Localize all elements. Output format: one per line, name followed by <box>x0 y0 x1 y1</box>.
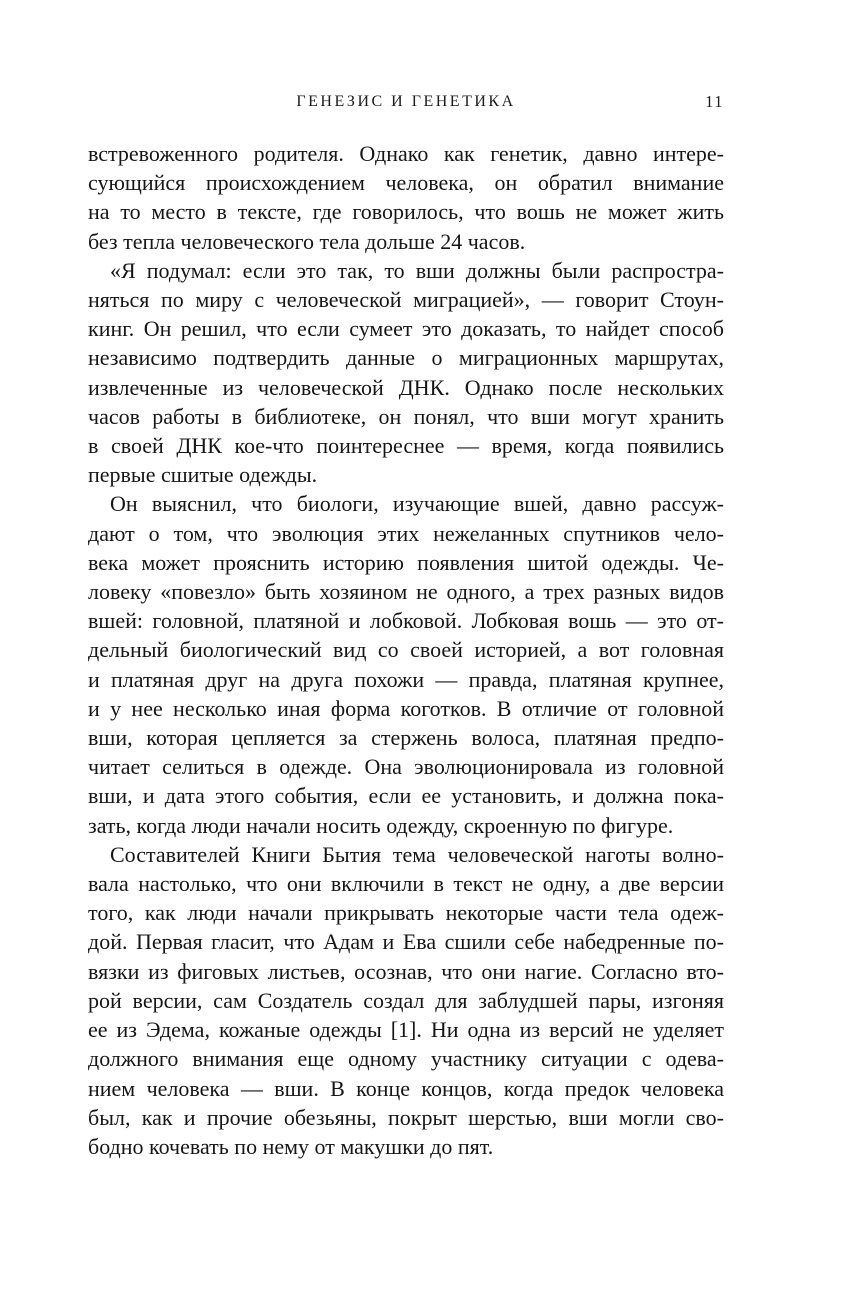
text-line: читает селиться в одежде. Она эволюционировала из головной <box>88 754 724 780</box>
text-line: вала настолько, что они включили в текст не одну, а две версии <box>88 871 724 897</box>
text-line: извлеченные из человеческой ДНК. Однако после нескольких <box>88 374 724 400</box>
text-line: кинг. Он решил, что если сумеет это доказать, то найдет способ <box>88 316 724 342</box>
text-line: дают о том, что эволюция этих нежеланных спутников чело- <box>88 520 724 546</box>
text-line: встревоженного родителя. Однако как генетик, давно интере- <box>88 141 724 166</box>
text-line: сующийся происхождением человека, он обратил внимание <box>88 170 724 196</box>
text-line: дой. Первая гласит, что Адам и Ева сшили себе набедренные по- <box>88 929 724 955</box>
text-line: и у нее несколько иная форма коготков. В отличие от головной <box>88 695 724 721</box>
text-line: в своей ДНК кое-что поинтереснее — время, когда появились <box>88 433 724 459</box>
text-line: первые сшитые одежды. <box>88 462 318 488</box>
text-line: без тепла человеческого тела дольше 24 часов. <box>88 228 526 254</box>
text-line: на то место в тексте, где говорилось, что вошь не может жить <box>88 199 724 225</box>
text-line: вшей: головной, платяной и лобковой. Лобковая вошь — это от- <box>88 608 724 634</box>
text-line: того, как люди начали прикрывать некоторые части тела одеж- <box>88 900 724 926</box>
body-text <box>88 139 724 1161</box>
text-line: был, как и прочие обезьяны, покрыт шерстью, вши могли сво- <box>88 1104 724 1130</box>
text-line: Составителей Книги Бытия тема человеческой наготы волно- <box>110 841 724 867</box>
page-header <box>88 93 724 111</box>
text-line: дельный биологический вид со своей историей, а вот головная <box>88 637 724 663</box>
text-line: должного внимания еще одному участнику ситуации с одева- <box>88 1046 724 1072</box>
running-head: ГЕНЕЗИС И ГЕНЕТИКА <box>296 93 516 110</box>
text-line: века может прояснить историю появления шитой одежды. Че- <box>88 549 724 575</box>
text-line: «Я подумал: если это так, то вши должны были распростра- <box>110 257 724 283</box>
text-line: часов работы в библиотеке, он понял, что вши могут хранить <box>88 403 724 429</box>
text-line: Он выяснил, что биологи, изучающие вшей, давно рассуж- <box>110 491 724 517</box>
text-line: вши, которая цепляется за стержень волоса, платяная предпо- <box>88 725 724 751</box>
text-line: ее из Эдема, кожаные одежды [1]. Ни одна из версий не уделяет <box>88 1017 724 1043</box>
text-line: рой версии, сам Создатель создал для заблудшей пары, изгоняя <box>88 987 724 1013</box>
text-line: зать, когда люди начали носить одежду, скроенную по фигуре. <box>88 812 674 838</box>
text-line: независимо подтвердить данные о миграционных маршрутах, <box>88 345 724 371</box>
text-line: бодно кочевать по нему от макушки до пят. <box>88 1133 494 1159</box>
text-line: ловеку «повезло» быть хозяином не одного, а трех разных видов <box>88 579 724 605</box>
text-line: нием человека — вши. В конце концов, когда предок человека <box>88 1075 724 1101</box>
text-line: вши, и дата этого события, если ее установить, и должна пока- <box>88 783 724 809</box>
text-line: няться по миру с человеческой миграцией», — говорит Стоун- <box>88 287 724 313</box>
page-number: 11 <box>705 92 724 111</box>
text-line: вязки из фиговых листьев, осознав, что они нагие. Согласно вто- <box>88 958 724 984</box>
text-line: и платяная друг на друга похожи — правда, платяная крупнее, <box>88 666 724 692</box>
